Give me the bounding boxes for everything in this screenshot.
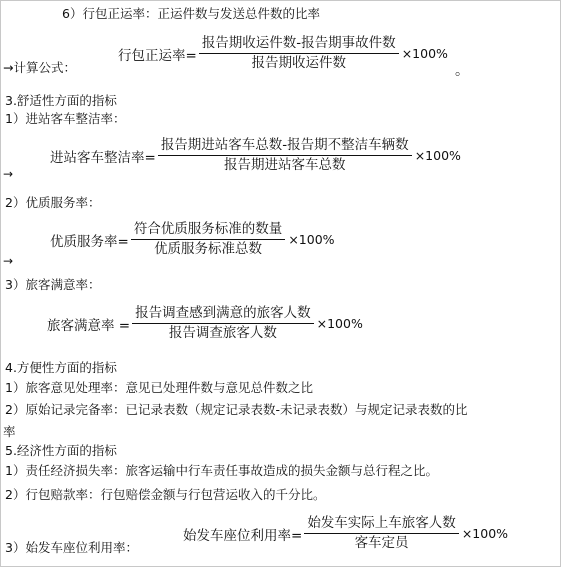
formula-multiplier: ×100% <box>414 148 461 163</box>
section4-title: 4.方便性方面的指标 <box>5 360 117 375</box>
formula-lhs: 旅客满意率 = <box>47 317 131 334</box>
item-5-2: 2）行包赔款率：行包赔偿金额与行包营运收入的千分比。 <box>5 487 326 502</box>
item-3-3: 3）旅客满意率： <box>5 277 101 292</box>
clean-rate-formula <box>50 137 461 174</box>
item-5-3: 3）始发车座位利用率： <box>5 540 138 555</box>
formula-fraction <box>158 137 412 174</box>
item-4-1: 1）旅客意见处理率：意见已处理件数与意见总件数之比 <box>5 380 313 395</box>
item-3-1: 1）进站客车整洁率： <box>5 111 126 126</box>
item-5-1: 1）责任经济损失率：旅客运输中行车责任事故造成的损失金额与总行程之比。 <box>5 463 438 478</box>
left-arrow-icon: → <box>3 254 14 268</box>
formula-numerator: 符合优质服务标准的数量 <box>131 221 286 240</box>
formula-numerator: 报告期收运件数-报告期事故件数 <box>199 35 399 54</box>
formula-lhs: 进站客车整洁率= <box>50 149 156 166</box>
formula-denominator: 报告期收运件数 <box>251 55 346 71</box>
section5-title: 5.经济性方面的指标 <box>5 443 117 458</box>
formula-lhs: 行包正运率= <box>118 47 197 64</box>
formula-multiplier: ×100% <box>461 526 509 541</box>
formula-multiplier: ×100% <box>288 232 335 247</box>
formula-denominator: 报告期进站客车总数 <box>224 157 346 173</box>
item-3-2: 2）优质服务率： <box>5 195 101 210</box>
formula-denominator: 客车定员 <box>354 535 409 551</box>
formula-lhs: 优质服务率= <box>50 233 129 250</box>
formula-multiplier: ×100% <box>316 316 363 331</box>
formula-multiplier: ×100% <box>401 46 448 61</box>
trailing-mark: 。 <box>455 63 469 79</box>
formula-numerator: 报告调查感到满意的旅客人数 <box>132 305 314 324</box>
formula-fraction <box>132 305 314 342</box>
formula-fraction <box>304 515 459 552</box>
calc-formula-label: →计算公式： <box>3 60 76 75</box>
ontime-rate-formula <box>118 35 448 72</box>
left-arrow-icon: → <box>3 167 14 181</box>
service-rate-formula <box>50 221 335 258</box>
formula-fraction <box>131 221 286 258</box>
seat-utilization-formula <box>183 515 508 552</box>
formula-fraction <box>199 35 399 72</box>
section3-title: 3.舒适性方面的指标 <box>5 93 117 108</box>
formula-lhs: 始发车座位利用率= <box>183 527 303 544</box>
formula-numerator: 始发车实际上车旅客人数 <box>304 515 459 534</box>
formula-denominator: 优质服务标准总数 <box>154 241 263 257</box>
ontime-rate-definition: 6）行包正运率：正运件数与发送总件数的比率 <box>62 6 320 21</box>
item-4-2: 2）原始记录完备率：已记录表数（规定记录表数-未记录表数）与规定记录表数的比 <box>5 402 468 417</box>
satisfaction-rate-formula <box>47 305 363 342</box>
formula-denominator: 报告调查旅客人数 <box>168 325 277 341</box>
formula-numerator: 报告期进站客车总数-报告期不整洁车辆数 <box>158 137 412 156</box>
item-4-2-wrap: 率 <box>3 424 16 439</box>
